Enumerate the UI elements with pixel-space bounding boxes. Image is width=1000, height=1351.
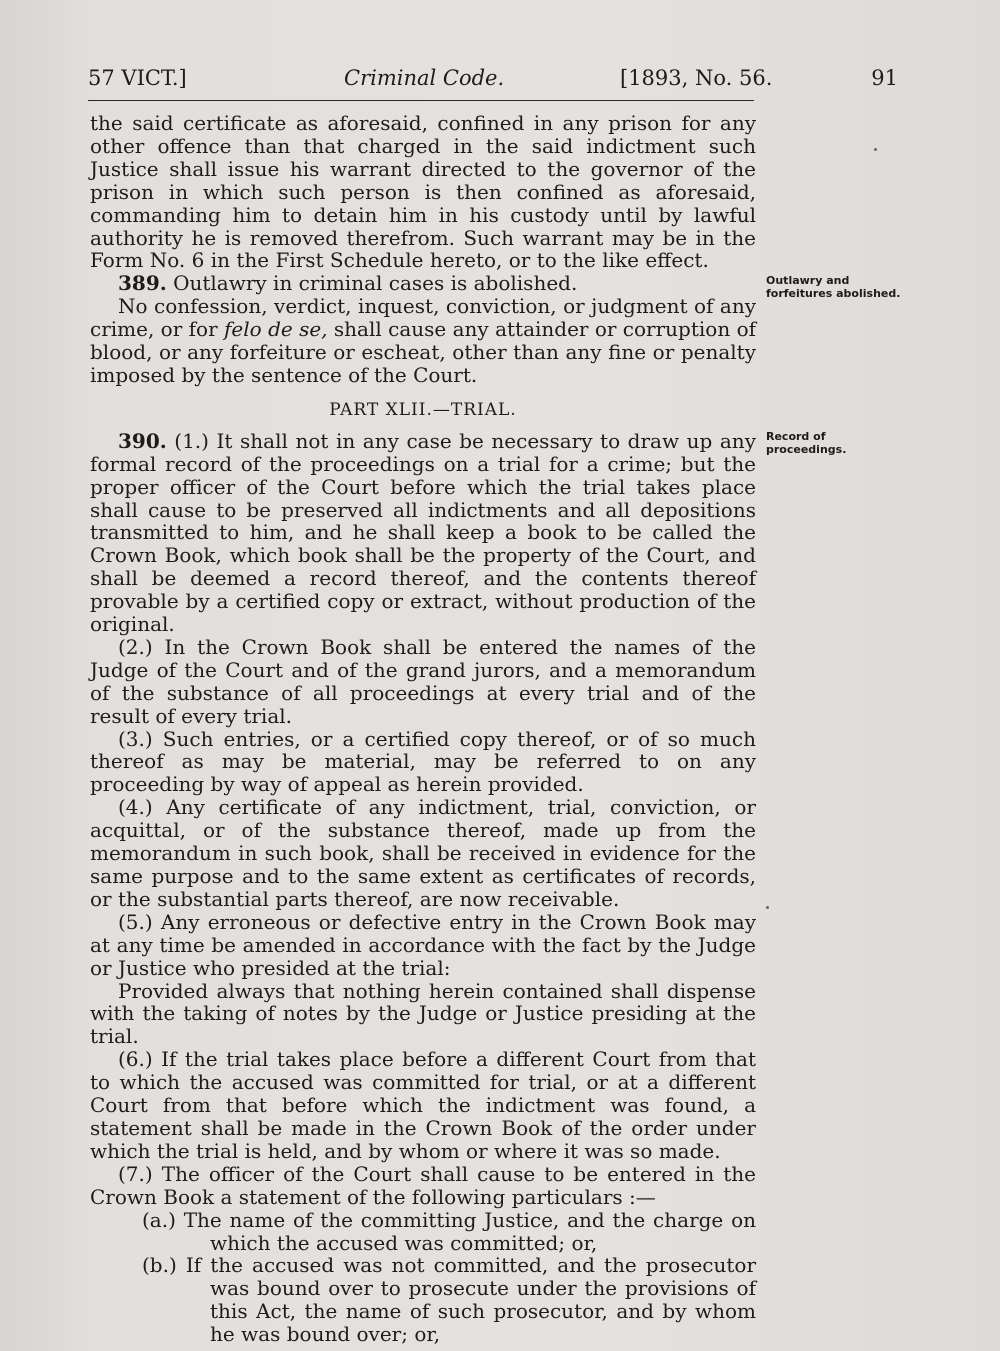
sidenote-record: Record of proceedings. <box>766 430 847 456</box>
section-389-text: Outlawry in criminal cases is abolished. <box>173 271 578 296</box>
body-text <box>90 112 756 1346</box>
header-left: 57 VICT.] <box>88 66 187 90</box>
list-item-a: (a.) The name of the committing Justice, and the charge on which the accused was committed; or, <box>142 1207 756 1255</box>
section-390-sub2: (2.) In the Crown Book shall be entered the names of the Judge of the Court and of the grand jurors, and a memorandum of the substance of all proceedings at every trial and of the result of every trial. <box>90 634 756 728</box>
page-number: 91 <box>871 66 898 90</box>
running-header <box>88 66 898 100</box>
header-act-reference: [1893, No. 56. <box>620 66 773 90</box>
section-390-sub5: (5.) Any erroneous or defective entry in the Crown Book may at any time be amended in accordance with the fact by the Judge or Justice who presided at the trial: <box>90 909 756 980</box>
section-390-sub6: (6.) If the trial takes place before a different Court from that to which the accused was committed for trial, or at a different Court from that before which the indictment was found, a statement shall be made in the Crown Book of the order under which the trial is held, and by whom or where it was so made. <box>90 1047 756 1163</box>
paper-speck <box>766 906 769 909</box>
part-heading: PART XLII.—TRIAL. <box>329 399 517 420</box>
sub1-text: (1.) It shall not in any case be necessary to draw up any formal record of the proceedings on a trial for a crime; but the proper officer of the Court before which the trial takes place shall cause to be preserved all indictments and all depositions transmitted to him, and he shall keep a book to be called the Crown Book, which book shall be the property of the Court, and shall be deemed a record thereof, and the contents thereof provable by a certified copy or extract, without production of the original. <box>90 428 756 637</box>
paper-speck <box>874 148 877 151</box>
header-title: Criminal Code. <box>344 66 505 90</box>
s389-text-before: No confession, verdict, inquest, conviction, or judgment of any crime, or for <box>90 294 756 342</box>
section-390-sub1 <box>90 430 756 636</box>
s389-italic-term: felo de se, <box>224 317 328 342</box>
section-390-sub4: (4.) Any certificate of any indictment, trial, conviction, or acquittal, or of the substance thereof, made up from the memorandum in such book, shall be received in evidence for the same purpose and to the same extent as certificates of records, or the substantial parts thereof, are now receivable. <box>90 795 756 911</box>
section-390-sub3: (3.) Such entries, or a certified copy thereof, or of so much thereof as may be material, may be referred to on any proceeding by way of appeal as herein provided. <box>90 726 756 797</box>
s389-text-after: shall cause any attainder or corruption of blood, or any forfeiture or escheat, other than any fine or penalty imposed by the sentence of the Court. <box>90 317 757 387</box>
section-number: 390. <box>118 428 167 453</box>
header-rule <box>88 100 754 101</box>
section-389-heading <box>90 272 756 295</box>
section-number: 389. <box>118 271 167 296</box>
continuation-paragraph: the said certificate as aforesaid, confined in any prison for any other offence than that charged in the said indictment such Justice shall issue his warrant directed to the governor of the prison in which such person is then confined as aforesaid, commanding him to detain him in his custody until by lawful authority he is removed therefrom. Such warrant may be in the Form No. 6 in the First Schedule hereto, or to the like effect. <box>90 111 756 273</box>
sidenote-outlawry: Outlawry and forfeitures abolished. <box>766 274 901 300</box>
section-389-paragraph <box>90 295 756 387</box>
section-390-sub7: (7.) The officer of the Court shall cause to be entered in the Crown Book a statement of the following particulars :— <box>90 1161 756 1209</box>
list-item-b: (b.) If the accused was not committed, and the prosecutor was bound over to prosecute under the provisions of this Act, the name of such prosecutor, and by whom he was bound over; or, <box>142 1253 756 1347</box>
section-390-proviso: Provided always that nothing herein contained shall dispense with the taking of notes by the Judge or Justice presiding at the trial. <box>90 978 756 1049</box>
